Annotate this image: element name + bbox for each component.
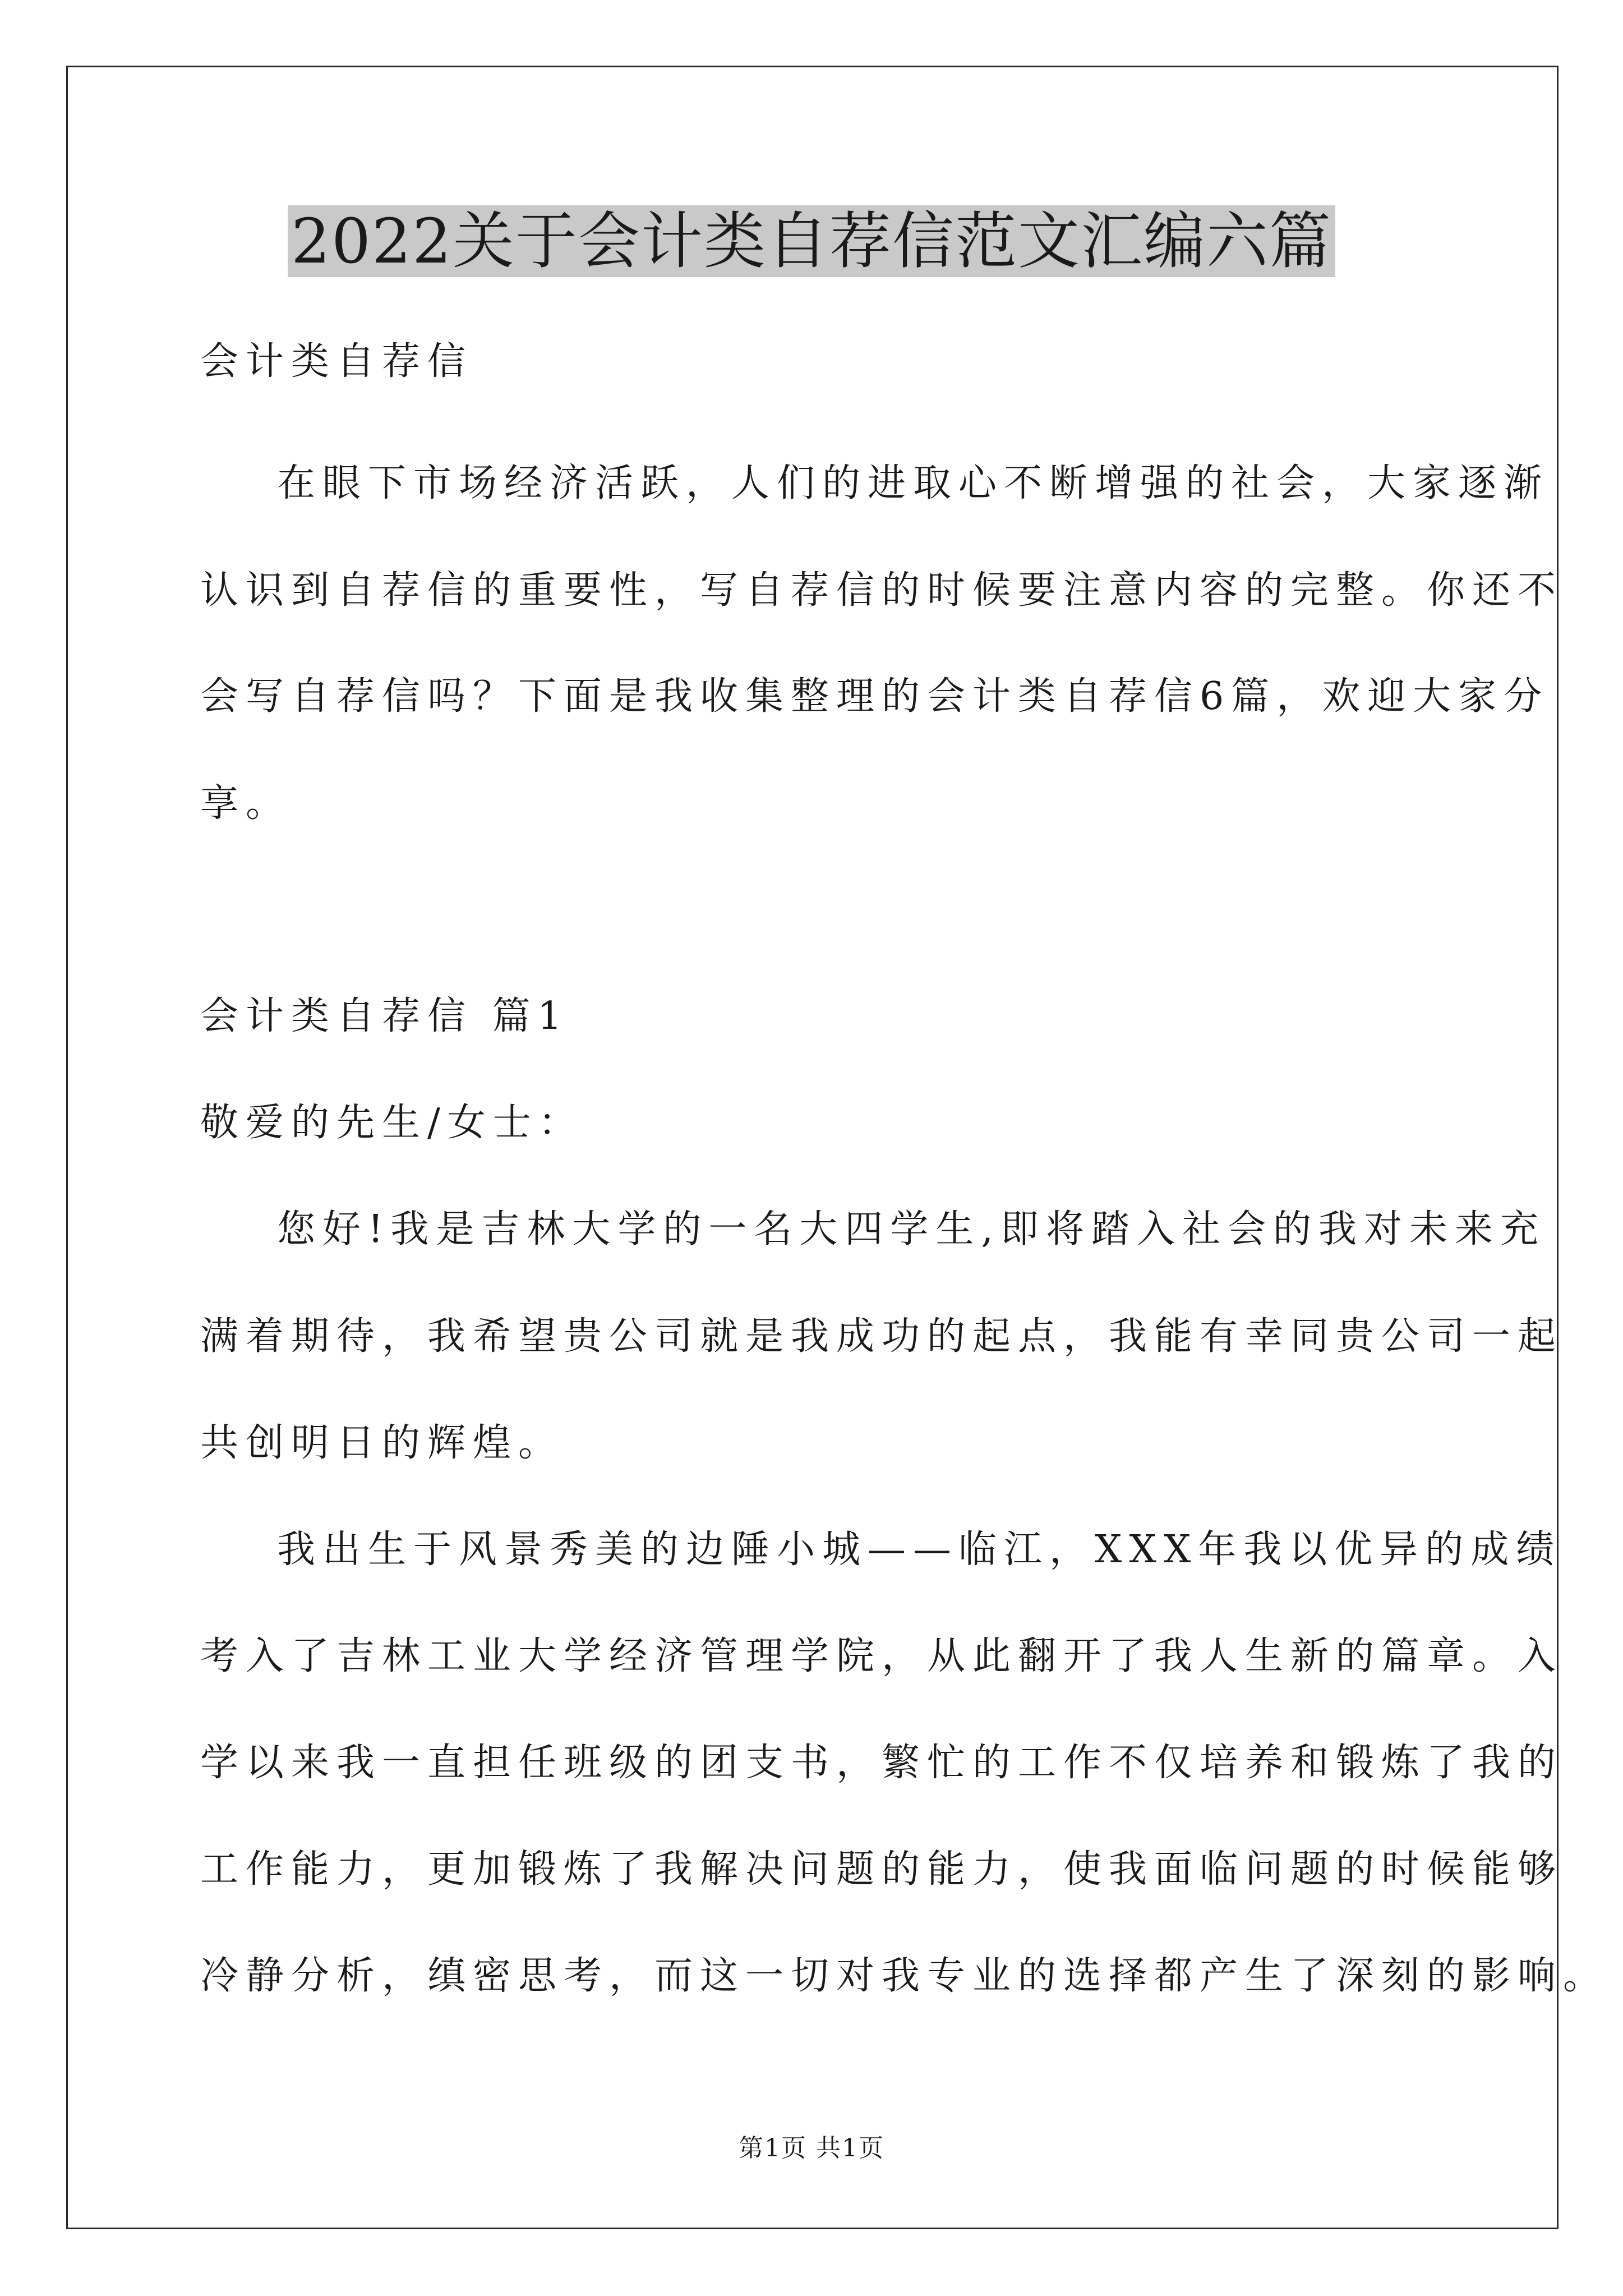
- paragraph-line: 学以来我一直担任班级的团支书，繁忙的工作不仅培养和锻炼了我的: [200, 1741, 1564, 1785]
- letter-salutation: 敬爱的先生/女士：: [200, 1101, 584, 1145]
- paragraph-line: 认识到自荐信的重要性，写自荐信的时候要注意内容的完整。你还不: [200, 568, 1564, 613]
- page-number-footer: 第1页 共1页: [739, 2134, 884, 2162]
- paragraph-line: 在眼下市场经济活跃，人们的进取心不断增强的社会，大家逐渐: [277, 461, 1550, 505]
- section-heading: 会计类自荐信: [200, 339, 473, 384]
- paragraph-line: 满着期待，我希望贵公司就是我成功的起点，我能有幸同贵公司一起: [200, 1314, 1564, 1359]
- paragraph-line: 冷静分析，缜密思考，而这一切对我专业的选择都产生了深刻的影响。: [200, 1954, 1609, 1998]
- paragraph-line: 您好!我是吉林大学的一名大四学生,即将踏入社会的我对未来充: [277, 1207, 1546, 1251]
- document-title: [0, 205, 1623, 278]
- letter-heading: 会计类自荐信 篇1: [200, 994, 569, 1038]
- paragraph-line: 会写自荐信吗？下面是我收集整理的会计类自荐信6篇，欢迎大家分: [200, 674, 1550, 719]
- paragraph-line: 考入了吉林工业大学经济管理学院，从此翻开了我人生新的篇章。入: [200, 1634, 1564, 1678]
- paragraph-line: 享。: [200, 781, 292, 826]
- document-title-text: 2022关于会计类自荐信范文汇编六篇: [288, 205, 1335, 277]
- paragraph-line: 工作能力，更加锻炼了我解决问题的能力，使我面临问题的时候能够: [200, 1847, 1564, 1892]
- paragraph-line: 共创明日的辉煌。: [200, 1421, 564, 1465]
- paragraph-line: 我出生于风景秀美的边陲小城——临江，XXX年我以优异的成绩: [277, 1527, 1562, 1572]
